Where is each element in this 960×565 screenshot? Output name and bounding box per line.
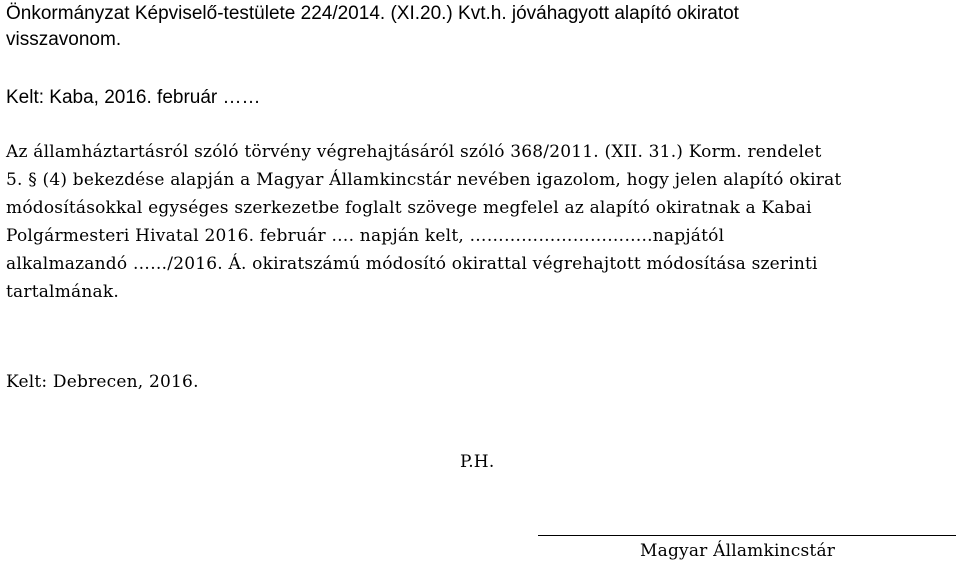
signature-line bbox=[538, 535, 956, 536]
certification-paragraph-line-4: Polgármesteri Hivatal 2016. február …. napján kelt, …………………………..napjától bbox=[6, 226, 725, 246]
revocation-text-line-2: visszavonom. bbox=[6, 29, 122, 50]
certification-paragraph-line-6: tartalmának. bbox=[6, 282, 119, 302]
certification-paragraph-line-2: 5. § (4) bekezdése alapján a Magyar Államkincstár nevében igazolom, hogy jelen alapító okirat bbox=[6, 170, 842, 190]
certification-paragraph-line-3: módosításokkal egységes szerkezetbe foglalt szövege megfelel az alapító okiratnak a Kabai bbox=[6, 198, 812, 218]
kelt-debrecen-date: Kelt: Debrecen, 2016. bbox=[6, 372, 199, 392]
certification-paragraph-line-5: alkalmazandó ……/2016. Á. okiratszámú módosító okirattal végrehajtott módosítása szerinti bbox=[6, 254, 818, 274]
ph-stamp-label: P.H. bbox=[460, 452, 495, 472]
kelt-kaba-date: Kelt: Kaba, 2016. február …… bbox=[6, 87, 261, 108]
signature-label: Magyar Államkincstár bbox=[640, 541, 836, 561]
certification-paragraph-line-1: Az államháztartásról szóló törvény végrehajtásáról szóló 368/2011. (XII. 31.) Korm. rendelet bbox=[6, 142, 822, 162]
revocation-text-line-1: Önkormányzat Képviselő-testülete 224/2014. (XI.20.) Kvt.h. jóváhagyott alapító okiratot bbox=[6, 3, 739, 24]
